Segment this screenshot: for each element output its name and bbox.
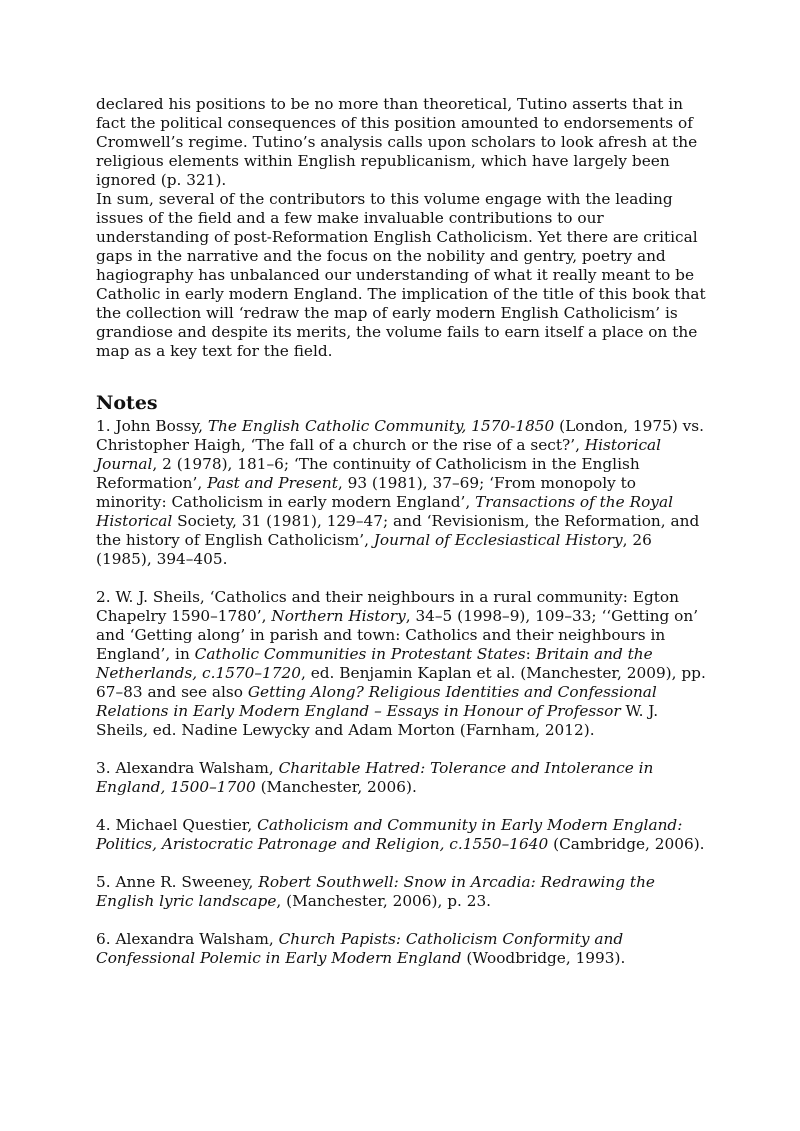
note-italic-segment: Catholicism and Community in Early Modern England: Politics, Aristocratic Patronage and Religion, c.1550–1640 [96, 816, 683, 853]
note-text-segment: 2. W. J. Sheils, ‘Catholics and their neighbours in a rural community: Egton Chapelry 1590–1780’, [96, 588, 679, 625]
note-text-segment: , 34–5 (1998–9), 109–33; ‘‘Getting on’ and ‘Getting along’ in parish and town: Catholics and their neighbours in England’, in [96, 607, 699, 663]
note-text-segment: , (Manchester, 2006), p. 23. [276, 892, 492, 910]
note-italic-segment: Getting Along? Religious Identities and Confessional Relations in Early Modern England – Essays in Honour of Professor [96, 683, 657, 720]
note-text-segment: 4. Michael Questier, [96, 816, 258, 834]
note-text-segment: , 26 (1985), 394–405. [96, 531, 652, 568]
note-italic-segment: Northern History [271, 607, 406, 625]
notes-list [96, 417, 708, 968]
note-text-segment: (London, 1975) vs. Christopher Haigh, ‘The fall of a church or the rise of a sect?’, [96, 417, 705, 454]
note-text-segment: , ed. Benjamin Kaplan et al. (Manchester, 2009), pp. 67–83 and see also [96, 664, 706, 701]
note-italic-segment: Transactions of the Royal Historical [96, 493, 673, 530]
note-italic-segment: Historical Journal [96, 436, 662, 473]
note-item [96, 816, 708, 854]
note-italic-segment: Catholic Communities in Protestant States [194, 645, 526, 663]
note-text-segment: (Woodbridge, 1993). [461, 949, 626, 967]
note-text-segment: 3. Alexandra Walsham, [96, 759, 279, 777]
body-paragraph-1: declared his positions to be no more than theoretical, Tutino asserts that in fact the political consequences of this position amounted to endorsements of Cromwell’s regime. Tutino’s analysis calls upon scholars to look afresh at the religious elements within English republicanism, which have largely been ignored (p. 321). [96, 95, 698, 189]
notes-heading: Notes [96, 392, 158, 414]
note-italic-segment: , [143, 721, 148, 739]
note-text-segment: ed. Nadine Lewycky and Adam Morton (Farnham, 2012). [147, 721, 595, 739]
note-text-segment: (Cambridge, 2006). [548, 835, 705, 853]
note-italic-segment: Charitable Hatred: Tolerance and Intolerance in England, 1500–1700 [96, 759, 654, 796]
note-italic-segment: Past and Present [207, 474, 338, 492]
note-text-segment: 6. Alexandra Walsham, [96, 930, 279, 948]
note-item [96, 873, 708, 911]
note-item [96, 588, 708, 740]
note-italic-segment: The English Catholic Community, 1570-1850 [207, 417, 555, 435]
note-text-segment: 1. John Bossy, [96, 417, 208, 435]
note-italic-segment: Church Papists: Catholicism Conformity and Confessional Polemic in Early Modern England [96, 930, 624, 967]
note-item [96, 930, 708, 968]
note-text-segment: Society, 31 (1981), 129–47; and ‘Revisionism, the Reformation, and the history of English Catholicism’, [96, 512, 700, 549]
body-paragraph-2: In sum, several of the contributors to this volume engage with the leading issues of the field and a few make invaluable contributions to our understanding of post-Reformation English Catholicism. Yet there are critical gaps in the narrative and the focus on the nobility and gentry, poetry and hagiography has unbalanced our understanding of what it really meant to be Catholic in early modern England. The implication of the title of this book that the collection will ‘redraw the map of early modern English Catholicism’ is grandiose and despite its merits, the volume fails to earn itself a place on the map as a key text for the field. [96, 190, 706, 360]
note-text-segment: , 2 (1978), 181–6; ‘The continuity of Catholicism in the English Reformation’, [96, 455, 640, 492]
note-text-segment: , 93 (1981), 37–69; ‘From monopoly to minority: Catholicism in early modern England’, [96, 474, 636, 511]
note-italic-segment: Britain and the Netherlands, c.1570–1720 [96, 645, 653, 682]
note-item [96, 417, 708, 569]
note-italic-segment: Journal of Ecclesiastical History [373, 531, 623, 549]
note-text-segment: : [525, 645, 536, 663]
note-item [96, 759, 708, 797]
note-text-segment: 5. Anne R. Sweeney, [96, 873, 259, 891]
note-text-segment: (Manchester, 2006). [255, 778, 417, 796]
note-italic-segment: Robert Southwell: Snow in Arcadia: Redrawing the English lyric landscape [96, 873, 655, 910]
document-page [96, 95, 708, 987]
note-text-segment: W. J. Sheils [96, 702, 659, 739]
